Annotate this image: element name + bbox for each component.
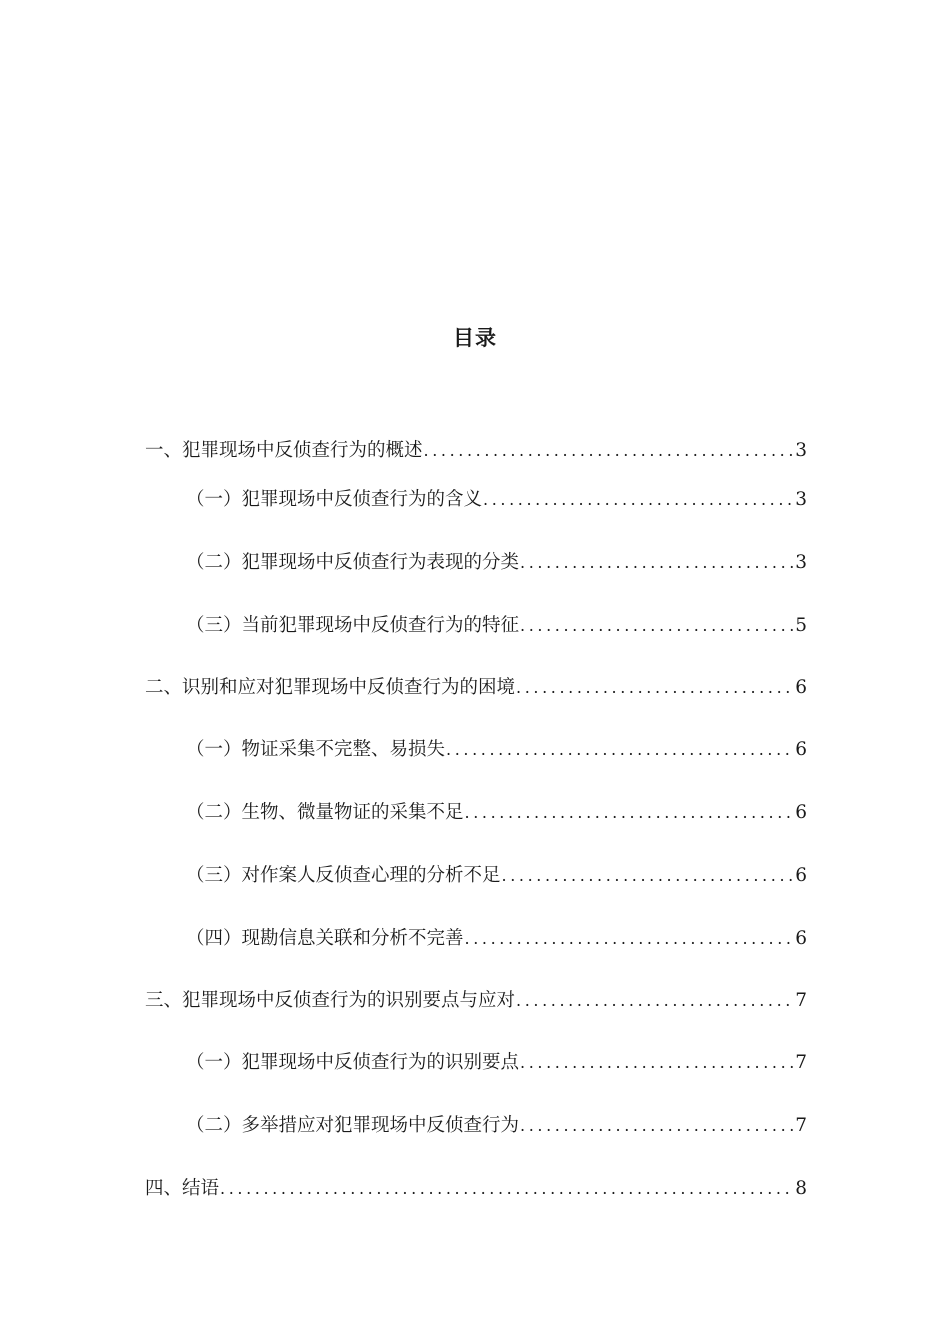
dot-leader [483, 485, 793, 515]
toc-entry[interactable] [186, 798, 807, 828]
toc-entry[interactable] [186, 924, 807, 954]
dot-leader [465, 924, 793, 954]
toc-page-number: 6 [795, 802, 807, 823]
toc-entry-text: 一、犯罪现场中反侦查行为的概述 [145, 440, 423, 461]
toc-entry[interactable] [186, 861, 807, 891]
toc-entry-text: （一）犯罪现场中反侦查行为的识别要点 [186, 1052, 520, 1073]
toc-entry-text: （二）生物、微量物证的采集不足 [186, 802, 464, 823]
dot-leader [520, 1048, 793, 1078]
toc-entry-text: 三、犯罪现场中反侦查行为的识别要点与应对 [145, 990, 516, 1011]
toc-page-number: 3 [795, 552, 807, 573]
toc-entry[interactable] [186, 1048, 807, 1078]
toc-page-number: 7 [795, 1115, 807, 1136]
page-title: 目录 [453, 325, 497, 350]
toc-entry-text: （一）犯罪现场中反侦查行为的含义 [186, 489, 483, 510]
toc-entry[interactable] [145, 986, 807, 1016]
toc-entry[interactable] [186, 735, 807, 765]
toc-page-number: 3 [795, 440, 807, 461]
toc-entry[interactable] [186, 485, 807, 515]
toc-entry-text: （二）多举措应对犯罪现场中反侦查行为 [186, 1115, 520, 1136]
dot-leader [516, 673, 793, 703]
toc-entry-text: 四、结语 [145, 1178, 220, 1199]
toc-page-number: 6 [795, 739, 807, 760]
toc-entry-text: 二、识别和应对犯罪现场中反侦查行为的困境 [145, 677, 516, 698]
dot-leader [220, 1174, 793, 1204]
toc-entry[interactable] [145, 436, 807, 466]
toc-page-number: 6 [795, 865, 807, 886]
toc-page-number: 8 [795, 1178, 807, 1199]
toc-entry-text: （一）物证采集不完整、易损失 [186, 739, 446, 760]
toc-entry-text: （四）现勘信息关联和分析不完善 [186, 928, 464, 949]
toc-entry[interactable] [186, 611, 807, 641]
dot-leader [520, 611, 793, 641]
dot-leader [502, 861, 793, 891]
toc-entry-text: （二）犯罪现场中反侦查行为表现的分类 [186, 552, 520, 573]
toc-page-number: 6 [795, 677, 807, 698]
toc-page-number: 5 [795, 615, 807, 636]
dot-leader [446, 735, 793, 765]
dot-leader [465, 798, 793, 828]
toc-page-number: 6 [795, 928, 807, 949]
toc-page-number: 3 [795, 489, 807, 510]
dot-leader [516, 986, 793, 1016]
toc-page-number: 7 [795, 990, 807, 1011]
toc-page-number: 7 [795, 1052, 807, 1073]
toc-entry[interactable] [186, 1111, 807, 1141]
toc-entry[interactable] [145, 673, 807, 703]
toc-entry-text: （三）当前犯罪现场中反侦查行为的特征 [186, 615, 520, 636]
toc-entry-text: （三）对作案人反侦查心理的分析不足 [186, 865, 501, 886]
dot-leader [424, 436, 793, 466]
dot-leader [520, 548, 793, 578]
dot-leader [520, 1111, 793, 1141]
toc-entry[interactable] [186, 548, 807, 578]
toc-entry[interactable] [145, 1174, 807, 1204]
